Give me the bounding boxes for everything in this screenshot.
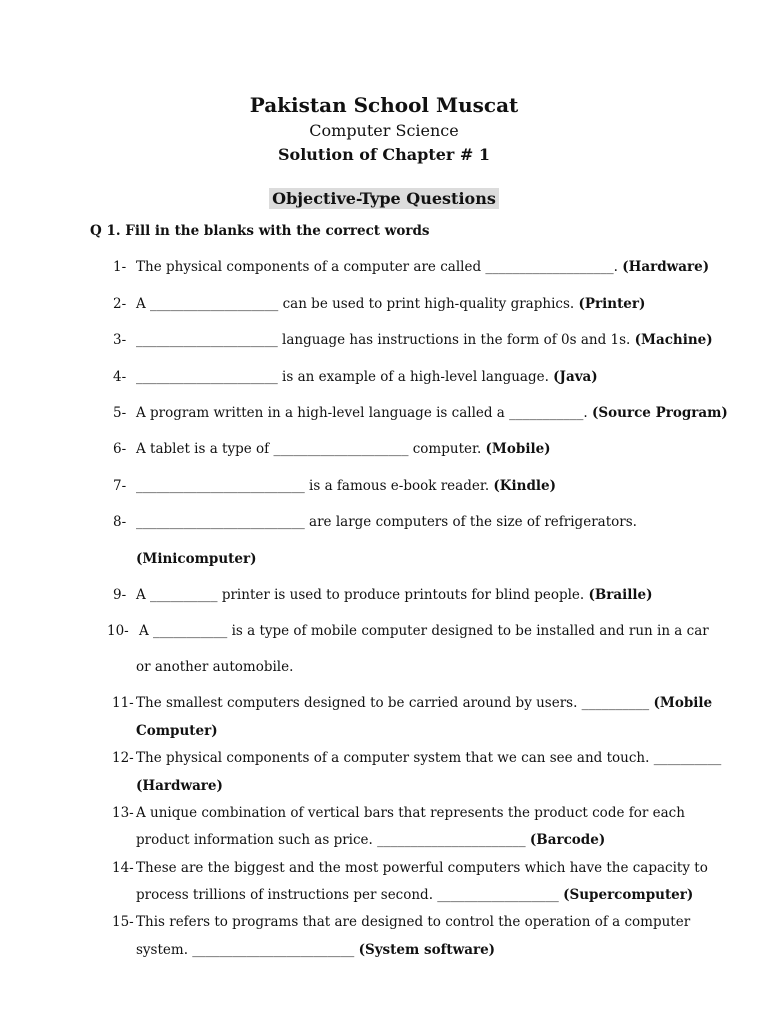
question-text: A ___________ is a type of mobile computer designed to be installed and run in a car: [139, 623, 709, 639]
question-text: _________________________ is a famous e-book reader.: [136, 478, 490, 494]
question-item: [136, 478, 556, 494]
question-item: [136, 887, 693, 903]
question-text: _____________________ is an example of a high-level language.: [136, 369, 549, 385]
answer-text: Computer): [136, 723, 218, 739]
question-text: The physical components of a computer are called ___________________.: [136, 259, 618, 275]
answer-text: (Hardware): [622, 259, 710, 275]
question-item: [136, 296, 645, 312]
question-item: [136, 805, 685, 821]
item-number: 7-: [113, 478, 127, 494]
question-text: process trillions of instructions per second. __________________: [136, 887, 559, 903]
subject-title: Computer Science: [309, 121, 459, 140]
answer-text: (System software): [358, 942, 496, 958]
section-heading: [0, 189, 768, 208]
answer-text: (Braille): [588, 587, 653, 603]
item-number: 8-: [113, 514, 127, 530]
item-number: 13-: [112, 805, 134, 821]
question-item: [136, 778, 223, 794]
question-text: _________________________ are large computers of the size of refrigerators.: [136, 514, 637, 530]
question-item: [136, 405, 728, 421]
item-number: 14-: [112, 860, 134, 876]
item-number: 1-: [113, 259, 127, 275]
question-item: [136, 551, 257, 567]
question-text: system. ________________________: [136, 942, 355, 958]
question-text: A tablet is a type of ____________________ computer.: [136, 441, 482, 457]
question-text: A program written in a high-level language is called a ___________.: [136, 405, 588, 421]
item-number: 4-: [113, 369, 127, 385]
question-item: [136, 659, 293, 675]
item-number: 15-: [112, 914, 134, 930]
item-number: 9-: [113, 587, 127, 603]
question-text: The physical components of a computer system that we can see and touch. __________: [136, 750, 722, 766]
answer-text: (Machine): [634, 332, 713, 348]
answer-text: (Kindle): [493, 478, 557, 494]
question-item: [136, 723, 218, 739]
question-text: A __________ printer is used to produce printouts for blind people.: [136, 587, 585, 603]
answer-text: (Java): [553, 369, 598, 385]
question-item: [136, 259, 709, 275]
chapter-title: Solution of Chapter # 1: [277, 145, 490, 164]
question-text: _____________________ language has instructions in the form of 0s and 1s.: [136, 332, 631, 348]
answer-text: (Source Program): [592, 405, 728, 421]
item-number: 11-: [112, 695, 134, 711]
question-item: [136, 832, 605, 848]
answer-text: (Supercomputer): [563, 887, 694, 903]
answer-text: (Printer): [578, 296, 646, 312]
question-item: [136, 332, 713, 348]
question-text: A unique combination of vertical bars that represents the product code for each: [136, 805, 685, 821]
question-item: [136, 914, 690, 930]
answer-text: (Mobile: [653, 695, 713, 711]
item-number: 12-: [112, 750, 134, 766]
answer-text: (Mobile): [485, 441, 551, 457]
question-item: [136, 441, 551, 457]
question-text: These are the biggest and the most powerful computers which have the capacity to: [136, 860, 708, 876]
question-item: [136, 860, 708, 876]
question-text: This refers to programs that are designed to control the operation of a computer: [136, 914, 691, 930]
item-number: 3-: [113, 332, 127, 348]
item-number: 5-: [113, 405, 127, 421]
school-name: Pakistan School Muscat: [249, 93, 519, 117]
question-text: product information such as price. ______________________: [136, 832, 526, 848]
question-text: or another automobile.: [136, 659, 294, 675]
question-title: Q 1. Fill in the blanks with the correct words: [90, 223, 430, 239]
item-number: 6-: [113, 441, 127, 457]
answer-text: (Hardware): [136, 778, 223, 794]
question-item: [136, 369, 598, 385]
answer-text: (Barcode): [529, 832, 606, 848]
question-item: [136, 942, 495, 958]
question-text: The smallest computers designed to be carried around by users. __________: [136, 695, 650, 711]
question-item: [136, 587, 653, 603]
question-item: [136, 514, 637, 530]
answer-text: (Minicomputer): [136, 551, 257, 567]
item-number: 2-: [113, 296, 127, 312]
question-item: [136, 695, 712, 711]
question-item: [139, 623, 709, 639]
item-number: 10-: [107, 623, 129, 639]
question-text: A ___________________ can be used to print high-quality graphics.: [136, 296, 575, 312]
question-item: [136, 750, 721, 766]
section-title: Objective-Type Questions: [269, 188, 499, 209]
